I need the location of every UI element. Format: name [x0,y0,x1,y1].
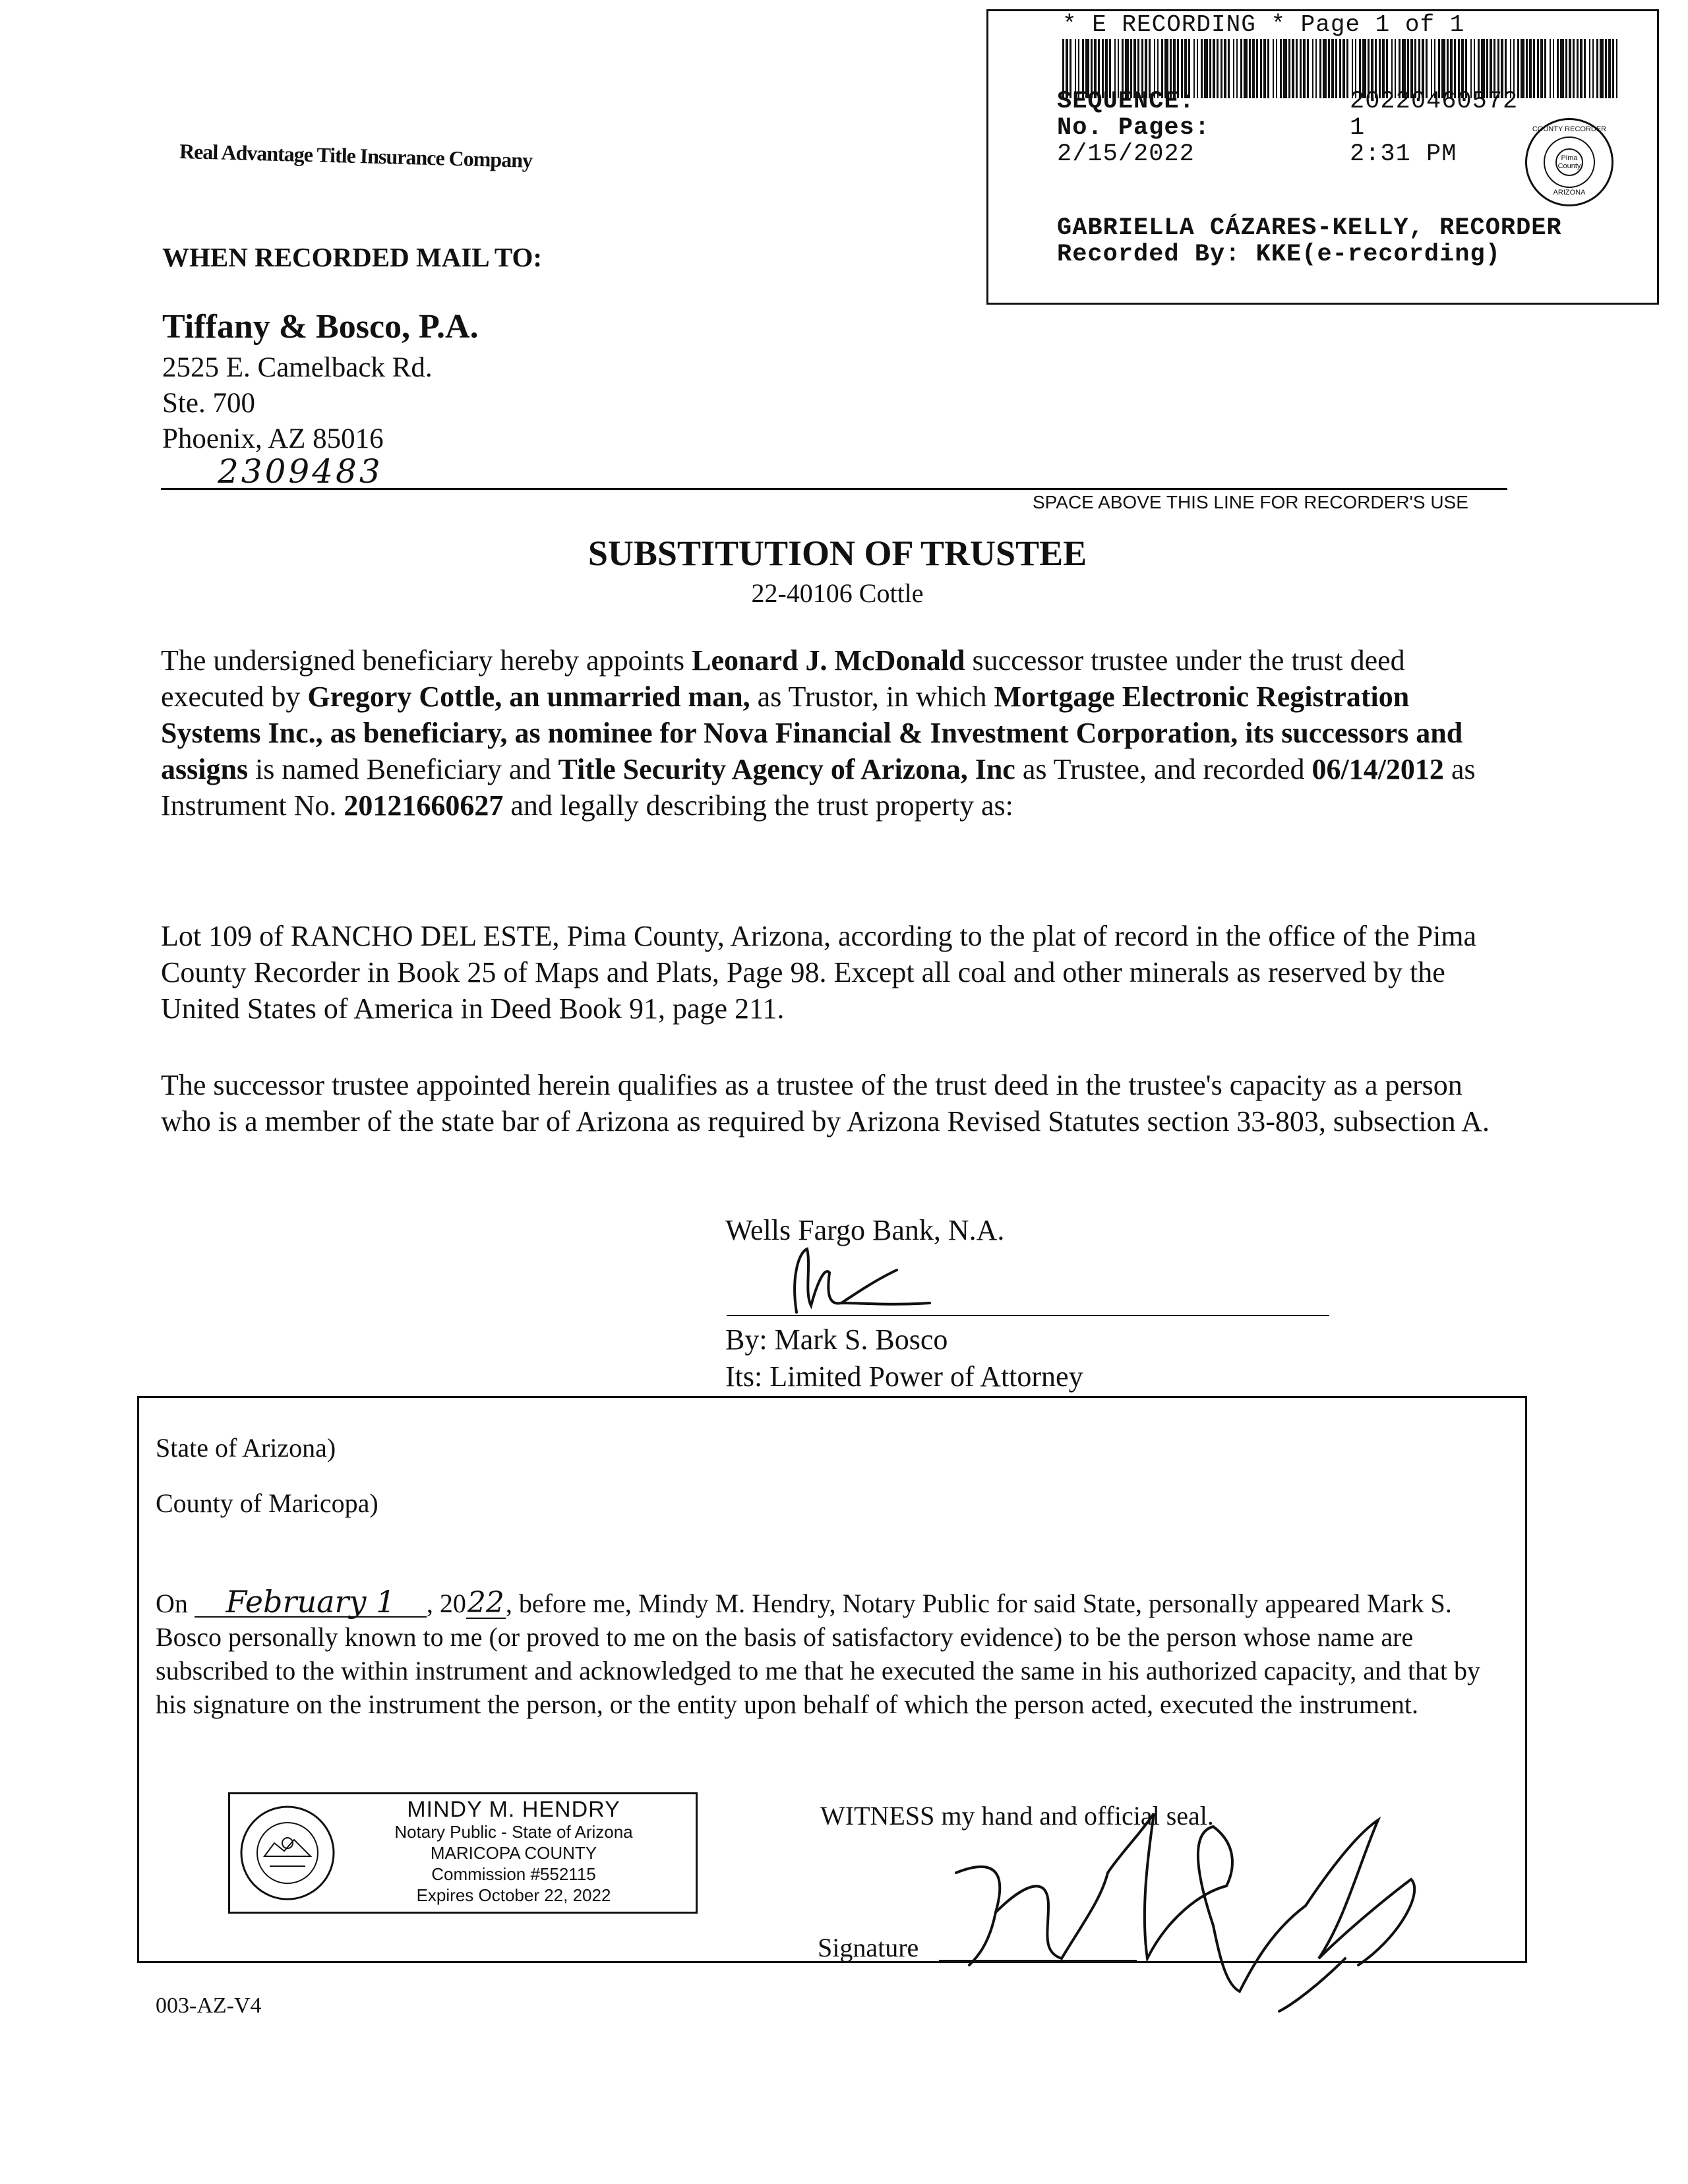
p1-text-6: as Instrument No. [161,753,1476,822]
p1-text-5: as Trustee, and recorded [1015,753,1312,785]
signature-label: Signature [818,1933,919,1962]
p1-text-3: as Trustor, in which [750,681,994,713]
seal-center-text: Pima County [1557,154,1581,170]
document-title: SUBSTITUTION OF TRUSTEE [588,533,1087,573]
notary-stamp-line3: MARICOPA COUNTY [430,1843,597,1863]
notary-county: County of Maricopa) [156,1488,378,1518]
mail-to-city: Phoenix, AZ 85016 [162,423,384,454]
recorded-date: 06/14/2012 [1311,753,1444,785]
notary-signature-icon [950,1794,1477,2018]
p1-text-1: The undersigned beneficiary hereby appoints [161,644,692,677]
notary-stamp [228,1792,698,1914]
notary-stamp-line5: Expires October 22, 2022 [416,1885,611,1905]
recorder-use-note: SPACE ABOVE THIS LINE FOR RECORDER'S USE [1033,492,1468,512]
recorded-by: Recorded By: KKE(e-recording) [1057,241,1501,268]
appointment-paragraph [161,642,1506,824]
handwritten-file-number: 2309483 [218,452,383,491]
record-time: 2:31 PM [1350,140,1457,168]
mail-to-heading: WHEN RECORDED MAIL TO: [162,242,542,272]
p1-text-2: successor trustee under the trust deed executed by [161,644,1405,713]
sequence-value: 20220460572 [1350,88,1519,115]
successor-trustee-name: Leonard J. McDonald [692,644,965,677]
notary-statement-text: , before me, Mindy M. Hendry, Notary Public for said State, personally appeared Mark S. Bosco personally known to me (or proved to me on the basis of satisfactory evidence) to be the person whose name are subscribed to the within instrument and acknowledged to me that he executed the same in his authorized capacity, and that by his signature on the instrument the person, or the entity upon behalf of which the person acted, executed the instrument. [156,1589,1481,1719]
signer-by: By: Mark S. Bosco [725,1323,948,1356]
signer-its: Its: Limited Power of Attorney [725,1360,1083,1393]
mail-to-suite: Ste. 700 [162,388,255,419]
notary-year-prefix: , 20 [426,1589,466,1618]
signature-bosco-icon [778,1240,950,1325]
recorder-header: * E RECORDING * Page 1 of 1 [1062,11,1465,38]
legal-description-paragraph: Lot 109 of RANCHO DEL ESTE, Pima County, Arizona, according to the plat of record in the office of the Pima County Recorder in Book 25 of Maps and Plats, Page 98. Except all coal and other minerals as reserved by the United States of America in Deed Book 91, page 211. [161,920,1477,1025]
p1-text-4: is named Beneficiary and [248,753,558,785]
notary-stamp-name: MINDY M. HENDRY [407,1797,620,1822]
handwritten-date: February 1 [195,1587,427,1618]
pages-value: 1 [1350,114,1366,142]
document-reference: 22-40106 Cottle [751,578,924,608]
handwritten-year: 22 [467,1586,504,1620]
notary-on: On [156,1589,188,1618]
recorder-name: GABRIELLA CÁZARES-KELLY, RECORDER [1057,214,1562,242]
qualification-paragraph: The successor trustee appointed herein qualifies as a trustee of the trust deed in the trustee's capacity as a person who is a member of the state bar of Arizona as required by Arizona Revised Statutes section 33-803, subsection A. [161,1069,1490,1138]
beneficiary-name: Mortgage Electronic Registration Systems Inc., as beneficiary, as nominee for Nova Financial & Investment Corporation, its successors and assigns [161,681,1463,785]
form-code: 003-AZ-V4 [156,1993,262,2018]
seal-bottom-text: ARIZONA [1553,189,1586,197]
title-company: Real Advantage Title Insurance Company [179,139,533,172]
trustor-name: Gregory Cottle, an unmarried man, [307,681,750,713]
record-date: 2/15/2022 [1057,140,1195,168]
sequence-label: SEQUENCE: [1057,88,1195,115]
county-recorder-seal [1525,118,1613,206]
signature-line [727,1315,1329,1316]
notary-stamp-line4: Commission #552115 [431,1864,596,1884]
notary-statement [156,1584,1501,1721]
original-trustee-name: Title Security Agency of Arizona, Inc [558,753,1015,785]
arizona-seal-icon [238,1804,337,1902]
notary-state: State of Arizona) [156,1433,336,1463]
mail-to-name: Tiffany & Bosco, P.A. [162,308,479,346]
notary-stamp-line2: Notary Public - State of Arizona [394,1822,633,1842]
p1-text-7: and legally describing the trust property as: [503,789,1013,822]
signer-bank: Wells Fargo Bank, N.A. [725,1214,1005,1246]
instrument-number: 20121660627 [344,789,504,822]
seal-top-text: COUNTY RECORDER [1532,125,1607,133]
recorder-stamp [986,9,1659,305]
mail-to-street: 2525 E. Camelback Rd. [162,352,433,383]
witness-text: WITNESS my hand and official seal. [820,1801,1214,1831]
pages-label: No. Pages: [1057,114,1211,142]
divider-line [161,488,1507,490]
